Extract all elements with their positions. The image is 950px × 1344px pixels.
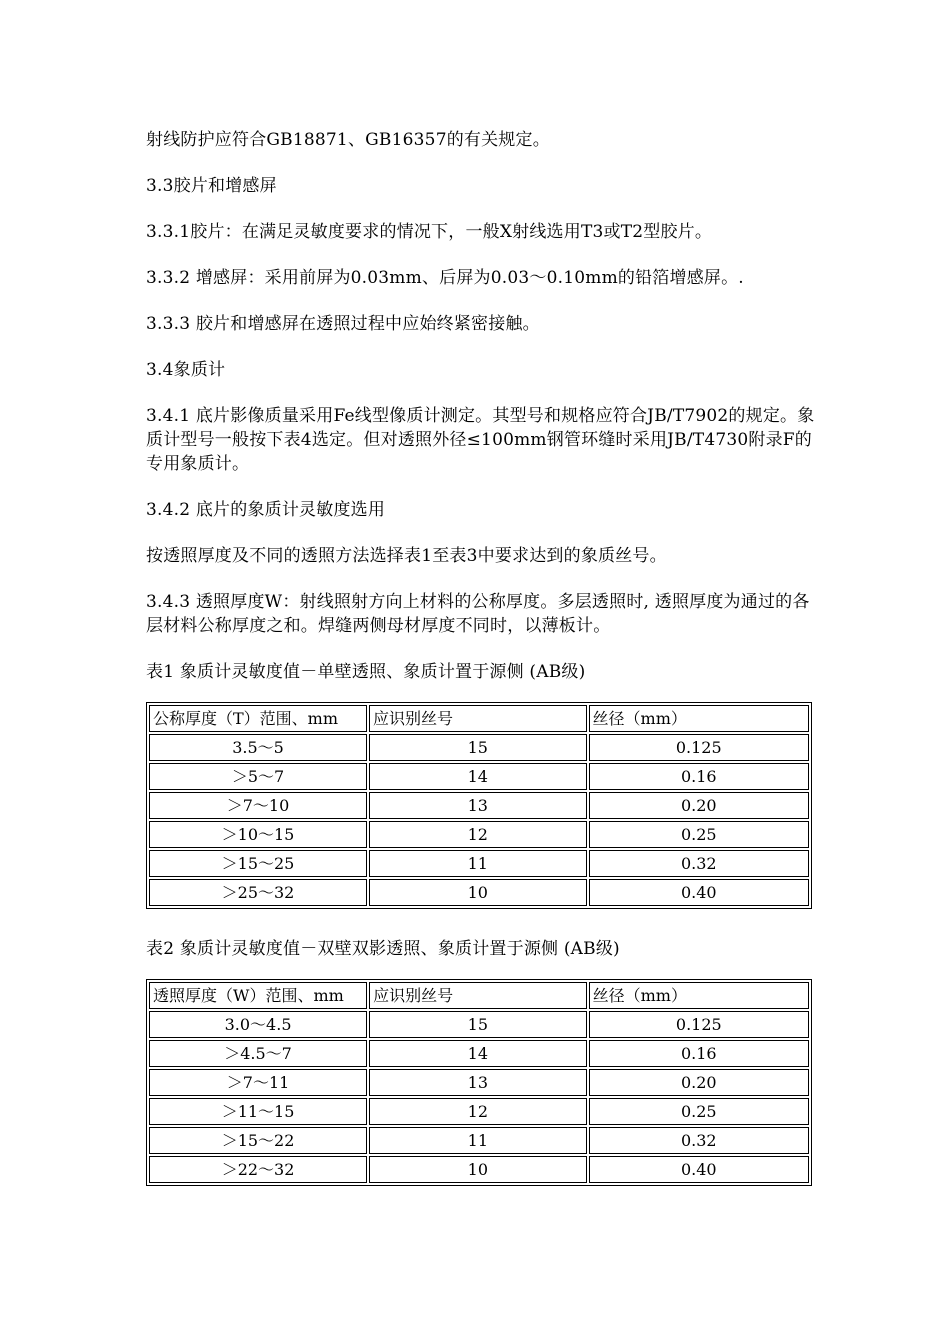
table-cell: 0.20 (589, 1069, 809, 1096)
table-cell: ＞7～11 (149, 1069, 367, 1096)
table-cell: 0.16 (589, 1040, 809, 1067)
table-cell: 10 (369, 1156, 586, 1183)
table-row (149, 734, 809, 761)
table-row (149, 763, 809, 790)
table-cell: 0.125 (589, 1011, 809, 1038)
table-row (149, 1040, 809, 1067)
table-row (149, 1098, 809, 1125)
table-cell: 14 (369, 1040, 586, 1067)
table-row (149, 1127, 809, 1154)
table-cell: 14 (369, 763, 587, 790)
paragraph-select-wire: 按透照厚度及不同的透照方法选择表1至表3中要求达到的象质丝号。 (146, 546, 667, 566)
table-row (149, 1011, 809, 1038)
table-cell: 0.16 (589, 763, 809, 790)
table-cell: ＞25～32 (149, 879, 367, 906)
table-cell: ＞4.5～7 (149, 1040, 367, 1067)
heading-iqi: 3.4象质计 (146, 360, 226, 380)
paragraph-radiation-protection: 射线防护应符合GB18871、GB16357的有关规定。 (146, 130, 550, 150)
paragraph-penetrated-thickness: 3.4.3 透照厚度W：射线照射方向上材料的公称厚度。多层透照时, 透照厚度为通过的各层材料公称厚度之和。焊缝两侧母材厚度不同时，以薄板计。 (146, 592, 810, 636)
heading-iqi-sensitivity: 3.4.2 底片的象质计灵敏度选用 (146, 500, 386, 520)
table-cell: 0.25 (589, 1098, 809, 1125)
table-cell: ＞5～7 (149, 763, 367, 790)
table-cell: 11 (369, 1127, 586, 1154)
table2 (146, 979, 812, 1186)
table-cell: 0.125 (589, 734, 809, 761)
table-cell: 3.0～4.5 (149, 1011, 367, 1038)
table1-header-wire-number: 应识别丝号 (369, 705, 587, 732)
table-cell: 10 (369, 879, 587, 906)
table1-caption: 表1 象质计灵敏度值－单壁透照、象质计置于源侧 (AB级) (146, 662, 586, 682)
table-cell: 13 (369, 1069, 586, 1096)
table-cell: 0.32 (589, 850, 809, 877)
heading-film-and-screen: 3.3胶片和增感屏 (146, 176, 277, 196)
table-cell: 12 (369, 1098, 586, 1125)
table-cell: 13 (369, 792, 587, 819)
table-cell: 3.5～5 (149, 734, 367, 761)
table-row (149, 792, 809, 819)
table-row (149, 1069, 809, 1096)
table-cell: ＞15～22 (149, 1127, 367, 1154)
table-cell: 15 (369, 734, 587, 761)
table2-header-thickness: 透照厚度（W）范围、mm (149, 982, 367, 1009)
paragraph-intensifying-screen: 3.3.2 增感屏：采用前屏为0.03mm、后屏为0.03～0.10mm的铅箔增感屏。. (146, 268, 744, 288)
table-cell: ＞22～32 (149, 1156, 367, 1183)
table-cell: 15 (369, 1011, 586, 1038)
table-cell: 0.40 (589, 1156, 809, 1183)
document-body (146, 128, 816, 1214)
table-cell: 0.32 (589, 1127, 809, 1154)
table1-header-row (149, 705, 809, 732)
table2-caption: 表2 象质计灵敏度值－双壁双影透照、象质计置于源侧 (AB级) (146, 939, 620, 959)
table-cell: 0.25 (589, 821, 809, 848)
table2-header-row (149, 982, 809, 1009)
paragraph-film: 3.3.1胶片：在满足灵敏度要求的情况下，一般X射线选用T3或T2型胶片。 (146, 222, 713, 242)
table-cell: 12 (369, 821, 587, 848)
paragraph-film-screen-contact: 3.3.3 胶片和增感屏在透照过程中应始终紧密接触。 (146, 314, 540, 334)
table-row (149, 879, 809, 906)
table-cell: 11 (369, 850, 587, 877)
table-cell: ＞11～15 (149, 1098, 367, 1125)
table1-header-thickness: 公称厚度（T）范围、mm (149, 705, 367, 732)
table-cell: ＞15～25 (149, 850, 367, 877)
table-cell: 0.40 (589, 879, 809, 906)
table1-header-wire-diameter: 丝径（mm） (589, 705, 809, 732)
table-cell: 0.20 (589, 792, 809, 819)
table2-header-wire-diameter: 丝径（mm） (589, 982, 809, 1009)
table2-header-wire-number: 应识别丝号 (369, 982, 586, 1009)
table-row (149, 1156, 809, 1183)
table-row (149, 850, 809, 877)
table-cell: ＞10～15 (149, 821, 367, 848)
table-row (149, 821, 809, 848)
table1 (146, 702, 812, 909)
paragraph-iqi-type: 3.4.1 底片影像质量采用Fe线型像质计测定。其型号和规格应符合JB/T7902的规定。象质计型号一般按下表4选定。但对透照外径≤100mm钢管环缝时采用JB/T4730附录F的专用象质计。 (146, 406, 815, 474)
table-cell: ＞7～10 (149, 792, 367, 819)
